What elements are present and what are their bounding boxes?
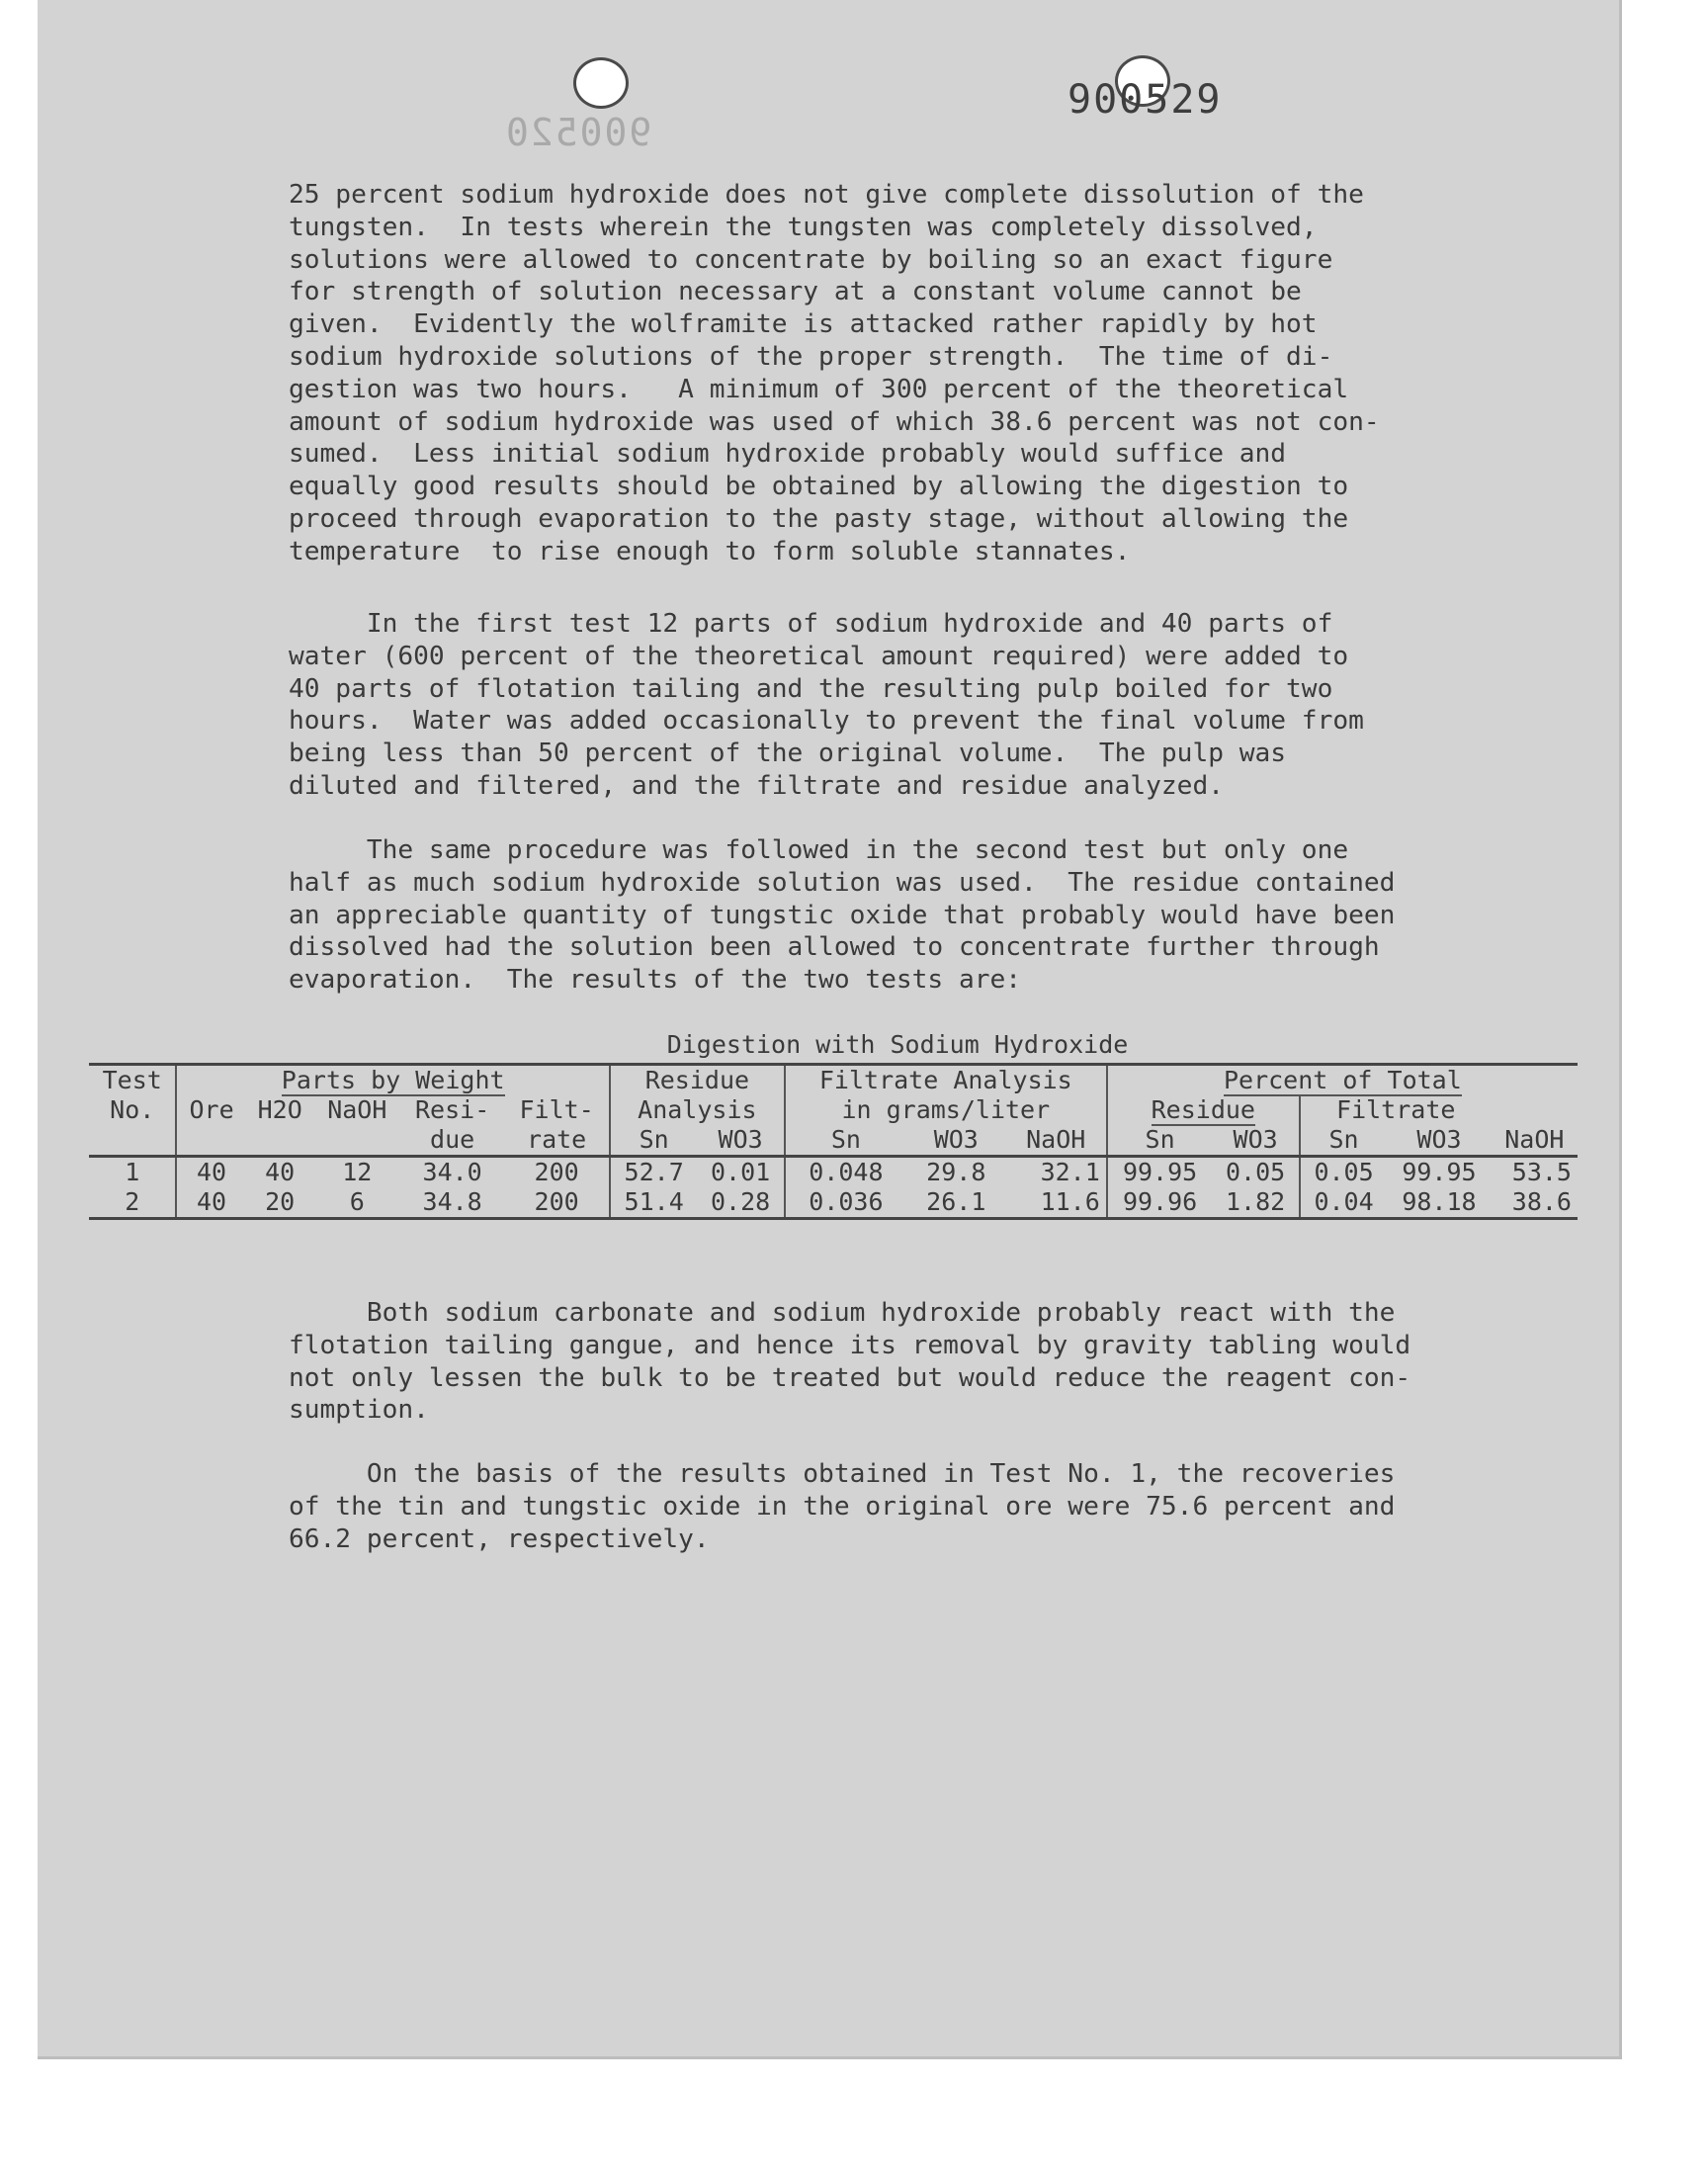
header-sn: Sn	[1107, 1125, 1213, 1157]
header-naoh: NaOH	[1006, 1125, 1107, 1157]
header-filtrate-analysis: Filtrate Analysis	[785, 1065, 1107, 1096]
punch-hole	[573, 57, 629, 109]
table-row: 2 40 20 6 34.8 200 51.4 0.28 0.036 26.1 11.6 99.96 1.82 0.04 98.18 38.6	[89, 1187, 1578, 1219]
header-wo3: WO3	[697, 1125, 784, 1157]
header-pct-filtrate: Filtrate	[1300, 1095, 1492, 1125]
header-percent-of-total: Percent of Total	[1107, 1065, 1578, 1096]
header-parts-by-weight: Parts by Weight	[176, 1065, 610, 1096]
table-title: Digestion with Sodium Hydroxide	[666, 1030, 1129, 1059]
header-no: No.	[110, 1095, 155, 1124]
header-naoh: NaOH	[1492, 1125, 1578, 1157]
document-page	[38, 0, 1622, 2059]
header-sn: Sn	[610, 1125, 697, 1157]
paragraph-3: The same procedure was followed in the second test but only one half as much sodium hydroxide solution was used. The residue contained an appreciable quantity of tungstic oxide that probably would have been dissolved had the solution been allowed to concentrate further through evaporation. The results of the two tests are:	[289, 835, 1396, 996]
header-sn: Sn	[1300, 1125, 1387, 1157]
table-subheader-row	[89, 1095, 1578, 1125]
page-number-stamp: 900529	[1068, 77, 1223, 123]
paragraph-1: 25 percent sodium hydroxide does not give complete dissolution of the tungsten. In tests wherein the tungsten was completely dissolved, solutions were allowed to concentrate by boiling so an exact figure for strength of solution necessary at a constant volume cannot be given. Evidently the wolframite is attacked rather rapidly by hot sodium hydroxide solutions of the proper strength. The time of di- gestion was two hours. A minimum of 300 percent of the theoretical amount of sodium hydroxide was used of which 38.6 percent was not con- sumed. Less initial sodium hydroxide probably would suffice and equally good results should be obtained by allowing the digestion to proceed through evaporation to the pasty stage, without allowing the temperature to rise enough to form soluble stannates.	[289, 180, 1380, 566]
digestion-results-table	[89, 1063, 1578, 1220]
paragraph-4: Both sodium carbonate and sodium hydroxide probably react with the flotation tailing gangue, and hence its removal by gravity tabling would not only lessen the bulk to be treated but would reduce the reagent con- sumption.	[289, 1298, 1411, 1426]
header-resi: Resi-	[414, 1095, 490, 1124]
header-rate: rate	[504, 1125, 610, 1157]
header-due: due	[400, 1125, 504, 1157]
header-h2o: H2O	[257, 1095, 302, 1124]
header-residue: Residue	[610, 1065, 785, 1096]
paragraph-5: On the basis of the results obtained in Test No. 1, the recoveries of the tin and tungstic oxide in the original ore were 75.6 percent and 66.2 percent, respectively.	[289, 1459, 1396, 1554]
header-ore: Ore	[176, 1095, 245, 1125]
paragraph-2: In the first test 12 parts of sodium hydroxide and 40 parts of water (600 percent of the theoretical amount required) were added to 40 parts of flotation tailing and the resulting pulp boiled for two hours. Water was added occasionally to prevent the final volume from being less than 50 percent of the original volume. The pulp was diluted and filtered, and the filtrate and residue analyzed.	[289, 609, 1364, 801]
header-analysis: Analysis	[610, 1095, 785, 1125]
header-filt: Filt-	[519, 1095, 594, 1124]
bleed-through-stamp: 900520	[504, 111, 652, 154]
header-wo3: WO3	[1387, 1125, 1491, 1157]
header-naoh: NaOH	[327, 1095, 387, 1124]
table-header-row	[89, 1065, 1578, 1096]
header-test: Test	[102, 1066, 162, 1094]
header-pct-residue: Residue	[1107, 1095, 1300, 1125]
header-wo3: WO3	[1212, 1125, 1299, 1157]
table-units-row	[89, 1125, 1578, 1157]
header-in-grams-liter: in grams/liter	[785, 1095, 1107, 1125]
header-sn: Sn	[785, 1125, 906, 1157]
header-wo3: WO3	[906, 1125, 1006, 1157]
table-row: 1 40 40 12 34.0 200 52.7 0.01 0.048 29.8 32.1 99.95 0.05 0.05 99.95 53.5	[125, 1158, 1572, 1186]
